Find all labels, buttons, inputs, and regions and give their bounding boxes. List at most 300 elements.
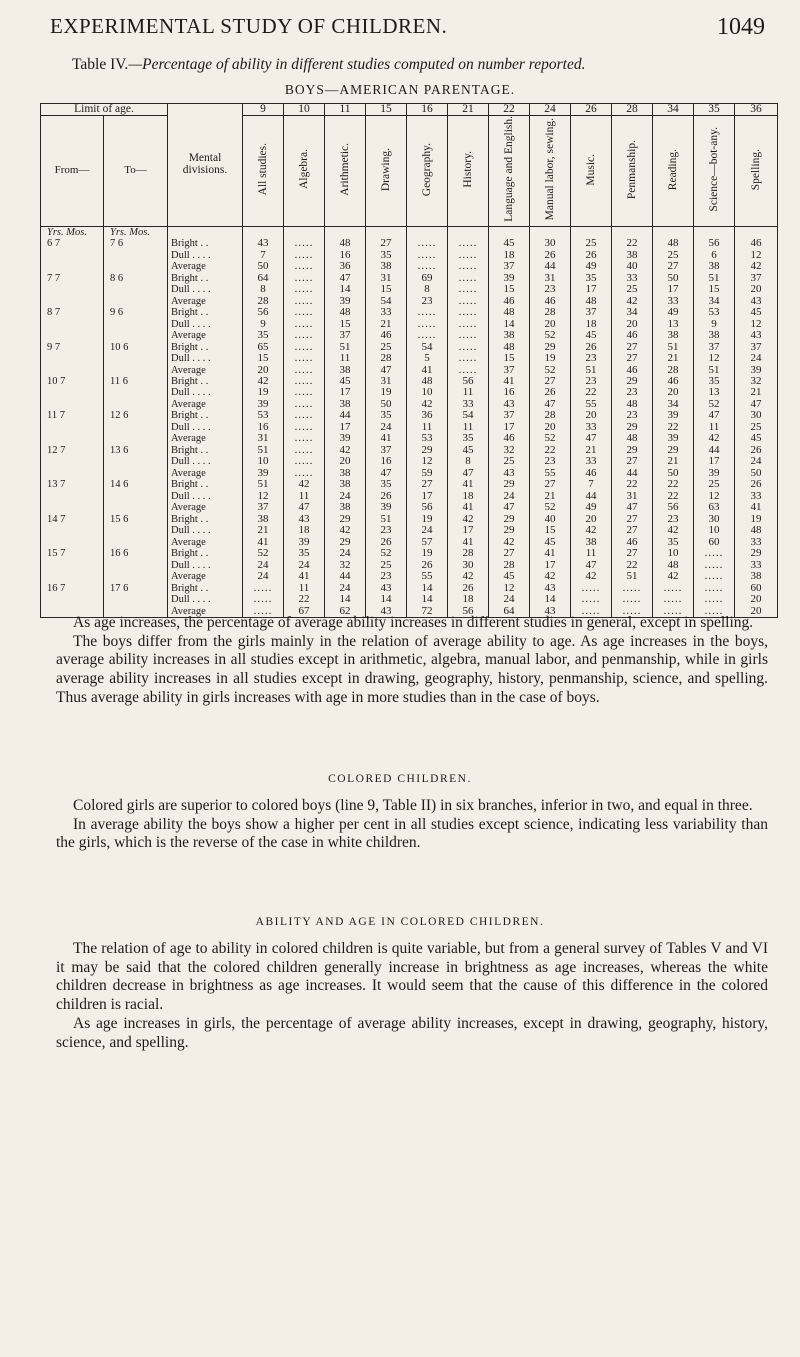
age-from-cell bbox=[41, 433, 104, 444]
value-cell: 56 bbox=[407, 502, 448, 513]
table-row bbox=[41, 560, 778, 571]
value-cell: 33 bbox=[448, 399, 489, 410]
age-from-cell bbox=[41, 261, 104, 272]
value-cell: 29 bbox=[489, 514, 530, 525]
value-cell: 17 bbox=[448, 525, 489, 536]
value-cell: 32 bbox=[735, 376, 778, 387]
empty-value-cell: ..... bbox=[448, 296, 489, 307]
table-row bbox=[41, 319, 778, 330]
value-cell: 20 bbox=[735, 284, 778, 295]
yrs-label: Yrs. bbox=[110, 226, 127, 238]
mental-division-cell: Dull . . . . bbox=[168, 422, 243, 433]
empty-value-cell: ..... bbox=[284, 445, 325, 456]
mental-division-cell: Average bbox=[168, 468, 243, 479]
value-cell: 20 bbox=[735, 606, 778, 618]
table-row bbox=[41, 273, 778, 284]
value-cell: 44 bbox=[530, 261, 571, 272]
value-cell: 29 bbox=[407, 445, 448, 456]
empty-value-cell: ..... bbox=[284, 433, 325, 444]
value-cell: 45 bbox=[489, 238, 530, 249]
value-cell: 26 bbox=[448, 583, 489, 594]
column-header-label: Spelling. bbox=[750, 148, 762, 190]
table-row bbox=[41, 353, 778, 364]
table-row bbox=[41, 525, 778, 536]
value-cell: 37 bbox=[694, 342, 735, 353]
column-header bbox=[612, 116, 653, 226]
value-cell: 29 bbox=[489, 525, 530, 536]
value-cell: 45 bbox=[735, 307, 778, 318]
value-cell: 18 bbox=[571, 319, 612, 330]
table-row bbox=[41, 571, 778, 582]
value-cell: 39 bbox=[243, 399, 284, 410]
value-cell: 56 bbox=[448, 606, 489, 618]
age-to-cell: 8 6 bbox=[104, 273, 168, 284]
table-row bbox=[41, 238, 778, 249]
empty-value-cell: ..... bbox=[407, 238, 448, 249]
value-cell: 35 bbox=[653, 537, 694, 548]
value-cell: 33 bbox=[735, 491, 778, 502]
column-header-label: Drawing. bbox=[380, 147, 392, 191]
table-row bbox=[41, 284, 778, 295]
age-to-cell: 10 6 bbox=[104, 342, 168, 353]
value-cell: 11 bbox=[571, 548, 612, 559]
value-cell: 35 bbox=[366, 250, 407, 261]
value-cell: 12 bbox=[735, 250, 778, 261]
age-from-cell: 6 7 bbox=[41, 238, 104, 249]
empty-value-cell: ..... bbox=[284, 284, 325, 295]
units-row bbox=[41, 226, 778, 238]
value-cell: 20 bbox=[571, 514, 612, 525]
value-cell: 50 bbox=[366, 399, 407, 410]
age-from-cell bbox=[41, 296, 104, 307]
paragraph: In average ability the boys show a higher per cent in all studies except science, indicating less variability than the girls, which is the reverse of the case in white children. bbox=[56, 815, 768, 852]
value-cell: 28 bbox=[448, 548, 489, 559]
mental-division-cell: Dull . . . . bbox=[168, 319, 243, 330]
value-cell: 41 bbox=[448, 479, 489, 490]
value-cell: 36 bbox=[325, 261, 366, 272]
column-header bbox=[284, 116, 325, 226]
value-cell: 37 bbox=[325, 330, 366, 341]
age-from-cell: 16 7 bbox=[41, 583, 104, 594]
table-row bbox=[41, 456, 778, 467]
yrs-label: Yrs. bbox=[47, 226, 64, 238]
value-cell: 12 bbox=[489, 583, 530, 594]
value-cell: 28 bbox=[653, 365, 694, 376]
empty-value-cell: ..... bbox=[653, 594, 694, 605]
column-header-label: Geography. bbox=[421, 142, 433, 196]
column-number: 16 bbox=[407, 104, 448, 116]
value-cell: 43 bbox=[489, 399, 530, 410]
value-cell: 52 bbox=[530, 502, 571, 513]
value-cell: 30 bbox=[530, 238, 571, 249]
empty-value-cell: ..... bbox=[284, 353, 325, 364]
value-cell: 42 bbox=[653, 525, 694, 536]
empty-value-cell: ..... bbox=[284, 456, 325, 467]
value-cell: 13 bbox=[653, 319, 694, 330]
age-from-cell bbox=[41, 502, 104, 513]
value-cell: 23 bbox=[407, 296, 448, 307]
value-cell: 65 bbox=[243, 342, 284, 353]
mental-division-cell: Average bbox=[168, 502, 243, 513]
table-row bbox=[41, 365, 778, 376]
value-cell: 41 bbox=[366, 433, 407, 444]
mental-division-cell: Average bbox=[168, 365, 243, 376]
value-cell: 38 bbox=[325, 479, 366, 490]
value-cell: 25 bbox=[366, 560, 407, 571]
value-cell: 50 bbox=[735, 468, 778, 479]
age-from-cell: 13 7 bbox=[41, 479, 104, 490]
value-cell: 43 bbox=[530, 583, 571, 594]
column-number: 34 bbox=[653, 104, 694, 116]
empty-value-cell: ..... bbox=[407, 330, 448, 341]
age-to-cell: 16 6 bbox=[104, 548, 168, 559]
value-cell: 31 bbox=[366, 273, 407, 284]
value-cell: 25 bbox=[571, 238, 612, 249]
value-cell: 47 bbox=[489, 502, 530, 513]
value-cell: 56 bbox=[653, 502, 694, 513]
value-cell: 19 bbox=[735, 514, 778, 525]
value-cell: 25 bbox=[735, 422, 778, 433]
age-from-cell bbox=[41, 537, 104, 548]
value-cell: 50 bbox=[653, 273, 694, 284]
value-cell: 14 bbox=[407, 594, 448, 605]
value-cell: 22 bbox=[653, 491, 694, 502]
value-cell: 60 bbox=[694, 537, 735, 548]
value-cell: 32 bbox=[325, 560, 366, 571]
value-cell: 17 bbox=[571, 284, 612, 295]
age-from-cell bbox=[41, 456, 104, 467]
value-cell: 29 bbox=[612, 445, 653, 456]
table-row bbox=[41, 514, 778, 525]
value-cell: 37 bbox=[489, 365, 530, 376]
value-cell: 54 bbox=[366, 296, 407, 307]
age-from-cell bbox=[41, 468, 104, 479]
running-header bbox=[40, 14, 765, 40]
column-number: 36 bbox=[735, 104, 778, 116]
value-cell: 12 bbox=[694, 491, 735, 502]
value-cell: 30 bbox=[735, 410, 778, 421]
text-block-2 bbox=[56, 797, 768, 853]
age-to-cell bbox=[104, 250, 168, 261]
value-cell: 27 bbox=[612, 514, 653, 525]
value-cell: 26 bbox=[407, 560, 448, 571]
value-cell: 29 bbox=[612, 422, 653, 433]
age-to-cell bbox=[104, 353, 168, 364]
value-cell: 53 bbox=[694, 307, 735, 318]
value-cell: 44 bbox=[694, 445, 735, 456]
value-cell: 38 bbox=[735, 571, 778, 582]
column-number: 21 bbox=[448, 104, 489, 116]
mental-division-cell: Dull . . . . bbox=[168, 353, 243, 364]
value-cell: 25 bbox=[612, 284, 653, 295]
value-cell: 8 bbox=[448, 456, 489, 467]
running-head-title: EXPERIMENTAL STUDY OF CHILDREN. bbox=[50, 14, 448, 38]
value-cell: 20 bbox=[653, 387, 694, 398]
value-cell: 27 bbox=[612, 342, 653, 353]
value-cell: 24 bbox=[366, 422, 407, 433]
column-header-label: History. bbox=[462, 151, 474, 188]
value-cell: 17 bbox=[694, 456, 735, 467]
value-cell: 9 bbox=[694, 319, 735, 330]
value-cell: 49 bbox=[653, 307, 694, 318]
value-cell: 48 bbox=[612, 433, 653, 444]
empty-value-cell: ..... bbox=[448, 307, 489, 318]
age-from-cell: 12 7 bbox=[41, 445, 104, 456]
value-cell: 47 bbox=[612, 502, 653, 513]
value-cell: 42 bbox=[448, 514, 489, 525]
value-cell: 39 bbox=[489, 273, 530, 284]
value-cell: 11 bbox=[284, 583, 325, 594]
table-row bbox=[41, 376, 778, 387]
mental-division-cell: Bright . . bbox=[168, 376, 243, 387]
age-from-cell: 8 7 bbox=[41, 307, 104, 318]
value-cell: 51 bbox=[612, 571, 653, 582]
mental-division-cell: Bright . . bbox=[168, 273, 243, 284]
value-cell: 25 bbox=[489, 456, 530, 467]
value-cell: 35 bbox=[448, 433, 489, 444]
value-cell: 51 bbox=[325, 342, 366, 353]
value-cell: 52 bbox=[366, 548, 407, 559]
value-cell: 34 bbox=[653, 399, 694, 410]
empty-value-cell: ..... bbox=[284, 376, 325, 387]
value-cell: 41 bbox=[530, 548, 571, 559]
table-row bbox=[41, 387, 778, 398]
value-cell: 33 bbox=[366, 307, 407, 318]
value-cell: 27 bbox=[612, 548, 653, 559]
value-cell: 12 bbox=[735, 319, 778, 330]
value-cell: 14 bbox=[407, 583, 448, 594]
value-cell: 38 bbox=[325, 399, 366, 410]
paragraph: Colored girls are superior to colored boys (line 9, Table II) in six branches, inferior in two, and equal in three. bbox=[73, 797, 753, 814]
value-cell: 23 bbox=[530, 456, 571, 467]
value-cell: 42 bbox=[243, 376, 284, 387]
value-cell: 39 bbox=[325, 433, 366, 444]
empty-value-cell: ..... bbox=[284, 307, 325, 318]
value-cell: 47 bbox=[366, 365, 407, 376]
value-cell: 31 bbox=[243, 433, 284, 444]
value-cell: 63 bbox=[694, 502, 735, 513]
value-cell: 53 bbox=[243, 410, 284, 421]
value-cell: 47 bbox=[284, 502, 325, 513]
value-cell: 28 bbox=[530, 307, 571, 318]
age-from-cell: 15 7 bbox=[41, 548, 104, 559]
header-row-studies bbox=[41, 116, 778, 226]
value-cell: 31 bbox=[612, 491, 653, 502]
value-cell: 41 bbox=[735, 502, 778, 513]
value-cell: 29 bbox=[653, 445, 694, 456]
value-cell: 16 bbox=[325, 250, 366, 261]
value-cell: 35 bbox=[284, 548, 325, 559]
column-header bbox=[407, 116, 448, 226]
age-to-cell: 14 6 bbox=[104, 479, 168, 490]
column-header bbox=[653, 116, 694, 226]
mental-division-cell: Dull . . . . bbox=[168, 525, 243, 536]
value-cell: 12 bbox=[243, 491, 284, 502]
column-number: 15 bbox=[366, 104, 407, 116]
mental-division-cell: Dull . . . . bbox=[168, 250, 243, 261]
value-cell: 18 bbox=[489, 250, 530, 261]
value-cell: 25 bbox=[694, 479, 735, 490]
value-cell: 39 bbox=[325, 296, 366, 307]
value-cell: 7 bbox=[243, 250, 284, 261]
value-cell: 38 bbox=[571, 537, 612, 548]
empty-value-cell: ..... bbox=[284, 250, 325, 261]
age-from-cell bbox=[41, 365, 104, 376]
value-cell: 56 bbox=[694, 238, 735, 249]
empty-value-cell: ..... bbox=[407, 307, 448, 318]
section-heading-ability-and-age: ABILITY AND AGE IN COLORED CHILDREN. bbox=[255, 916, 545, 928]
value-cell: 21 bbox=[735, 387, 778, 398]
value-cell: 48 bbox=[653, 238, 694, 249]
value-cell: 24 bbox=[284, 560, 325, 571]
value-cell: 26 bbox=[571, 342, 612, 353]
value-cell: 26 bbox=[530, 250, 571, 261]
column-header-label: All studies. bbox=[257, 143, 269, 196]
empty-value-cell: ..... bbox=[243, 606, 284, 618]
empty-value-cell: ..... bbox=[448, 365, 489, 376]
mental-division-cell: Dull . . . . bbox=[168, 387, 243, 398]
value-cell: 67 bbox=[284, 606, 325, 618]
mental-division-cell: Dull . . . . bbox=[168, 594, 243, 605]
value-cell: 24 bbox=[325, 583, 366, 594]
value-cell: 12 bbox=[407, 456, 448, 467]
age-to-cell: 17 6 bbox=[104, 583, 168, 594]
mental-division-cell: Dull . . . . bbox=[168, 560, 243, 571]
value-cell: 38 bbox=[366, 261, 407, 272]
empty-value-cell: ..... bbox=[284, 342, 325, 353]
value-cell: 42 bbox=[571, 525, 612, 536]
age-to-cell bbox=[104, 319, 168, 330]
value-cell: 33 bbox=[735, 537, 778, 548]
value-cell: 17 bbox=[653, 284, 694, 295]
mental-division-cell: Bright . . bbox=[168, 479, 243, 490]
value-cell: 51 bbox=[653, 342, 694, 353]
value-cell: 27 bbox=[612, 353, 653, 364]
age-to-cell bbox=[104, 433, 168, 444]
mental-division-cell: Average bbox=[168, 433, 243, 444]
age-to-cell bbox=[104, 468, 168, 479]
value-cell: 28 bbox=[366, 353, 407, 364]
age-from-cell bbox=[41, 387, 104, 398]
column-header-label: Algebra. bbox=[298, 149, 310, 190]
mental-division-cell: Bright . . bbox=[168, 548, 243, 559]
value-cell: 38 bbox=[325, 365, 366, 376]
age-to-cell: 13 6 bbox=[104, 445, 168, 456]
mental-division-cell: Bright . . bbox=[168, 514, 243, 525]
value-cell: 23 bbox=[366, 525, 407, 536]
value-cell: 29 bbox=[735, 548, 778, 559]
value-cell: 47 bbox=[571, 433, 612, 444]
value-cell: 57 bbox=[407, 537, 448, 548]
empty-value-cell: ..... bbox=[694, 571, 735, 582]
value-cell: 39 bbox=[284, 537, 325, 548]
value-cell: 13 bbox=[694, 387, 735, 398]
value-cell: 37 bbox=[735, 273, 778, 284]
value-cell: 43 bbox=[530, 606, 571, 618]
age-from-cell bbox=[41, 422, 104, 433]
value-cell: 20 bbox=[571, 410, 612, 421]
empty-value-cell: ..... bbox=[694, 548, 735, 559]
table-row bbox=[41, 445, 778, 456]
value-cell: 22 bbox=[530, 445, 571, 456]
value-cell: 12 bbox=[694, 353, 735, 364]
value-cell: 48 bbox=[571, 296, 612, 307]
value-cell: 34 bbox=[694, 296, 735, 307]
section-heading-colored-children: COLORED CHILDREN. bbox=[328, 773, 472, 785]
value-cell: 24 bbox=[735, 353, 778, 364]
value-cell: 42 bbox=[489, 537, 530, 548]
value-cell: 26 bbox=[735, 479, 778, 490]
value-cell: 8 bbox=[243, 284, 284, 295]
value-cell: 24 bbox=[325, 491, 366, 502]
value-cell: 24 bbox=[325, 548, 366, 559]
table-row bbox=[41, 433, 778, 444]
mental-division-cell: Average bbox=[168, 296, 243, 307]
value-cell: 35 bbox=[243, 330, 284, 341]
value-cell: 32 bbox=[489, 445, 530, 456]
text-block-1 bbox=[56, 614, 768, 708]
value-cell: 34 bbox=[612, 307, 653, 318]
value-cell: 35 bbox=[366, 479, 407, 490]
value-cell: 29 bbox=[325, 537, 366, 548]
value-cell: 47 bbox=[694, 410, 735, 421]
value-cell: 27 bbox=[530, 376, 571, 387]
value-cell: 40 bbox=[530, 514, 571, 525]
age-to-cell bbox=[104, 261, 168, 272]
value-cell: 41 bbox=[284, 571, 325, 582]
value-cell: 42 bbox=[448, 571, 489, 582]
value-cell: 24 bbox=[489, 491, 530, 502]
age-to-cell bbox=[104, 330, 168, 341]
value-cell: 69 bbox=[407, 273, 448, 284]
value-cell: 23 bbox=[653, 514, 694, 525]
value-cell: 15 bbox=[530, 525, 571, 536]
value-cell: 37 bbox=[366, 445, 407, 456]
value-cell: 17 bbox=[407, 491, 448, 502]
value-cell: 35 bbox=[694, 376, 735, 387]
value-cell: 64 bbox=[489, 606, 530, 618]
value-cell: 14 bbox=[325, 594, 366, 605]
age-to-cell bbox=[104, 387, 168, 398]
empty-value-cell: ..... bbox=[571, 583, 612, 594]
column-header-label: Science—bot-any. bbox=[708, 127, 720, 212]
empty-value-cell: ..... bbox=[407, 250, 448, 261]
ability-table bbox=[40, 103, 778, 618]
empty-value-cell: ..... bbox=[612, 606, 653, 618]
value-cell: 38 bbox=[489, 330, 530, 341]
value-cell: 27 bbox=[489, 548, 530, 559]
value-cell: 11 bbox=[694, 422, 735, 433]
from-header: From— bbox=[41, 116, 104, 226]
value-cell: 8 bbox=[407, 284, 448, 295]
value-cell: 62 bbox=[325, 606, 366, 618]
table-row bbox=[41, 468, 778, 479]
value-cell: 17 bbox=[325, 387, 366, 398]
column-number: 11 bbox=[325, 104, 366, 116]
age-from-cell bbox=[41, 319, 104, 330]
value-cell: 48 bbox=[489, 307, 530, 318]
mental-division-cell: Bright . . bbox=[168, 307, 243, 318]
age-to-cell bbox=[104, 525, 168, 536]
mental-division-cell: Bright . . bbox=[168, 342, 243, 353]
paragraph: The boys differ from the girls mainly in the relation of average ability to age. As age increases in the boys, average ability increases in all studies except in arithmetic, algebra, manual labor, and penmanship, while in girls average ability increases in all studies except in drawing, geography, history, penmanship, science, and spelling. Thus average ability in girls increases with age in more studies than in the case of boys. bbox=[56, 632, 768, 706]
age-to-cell bbox=[104, 399, 168, 410]
table-caption-text: —Percentage of ability in different studies computed on number reported. bbox=[128, 56, 586, 73]
value-cell: 54 bbox=[407, 342, 448, 353]
value-cell: 46 bbox=[735, 238, 778, 249]
column-header bbox=[366, 116, 407, 226]
column-number: 35 bbox=[694, 104, 735, 116]
